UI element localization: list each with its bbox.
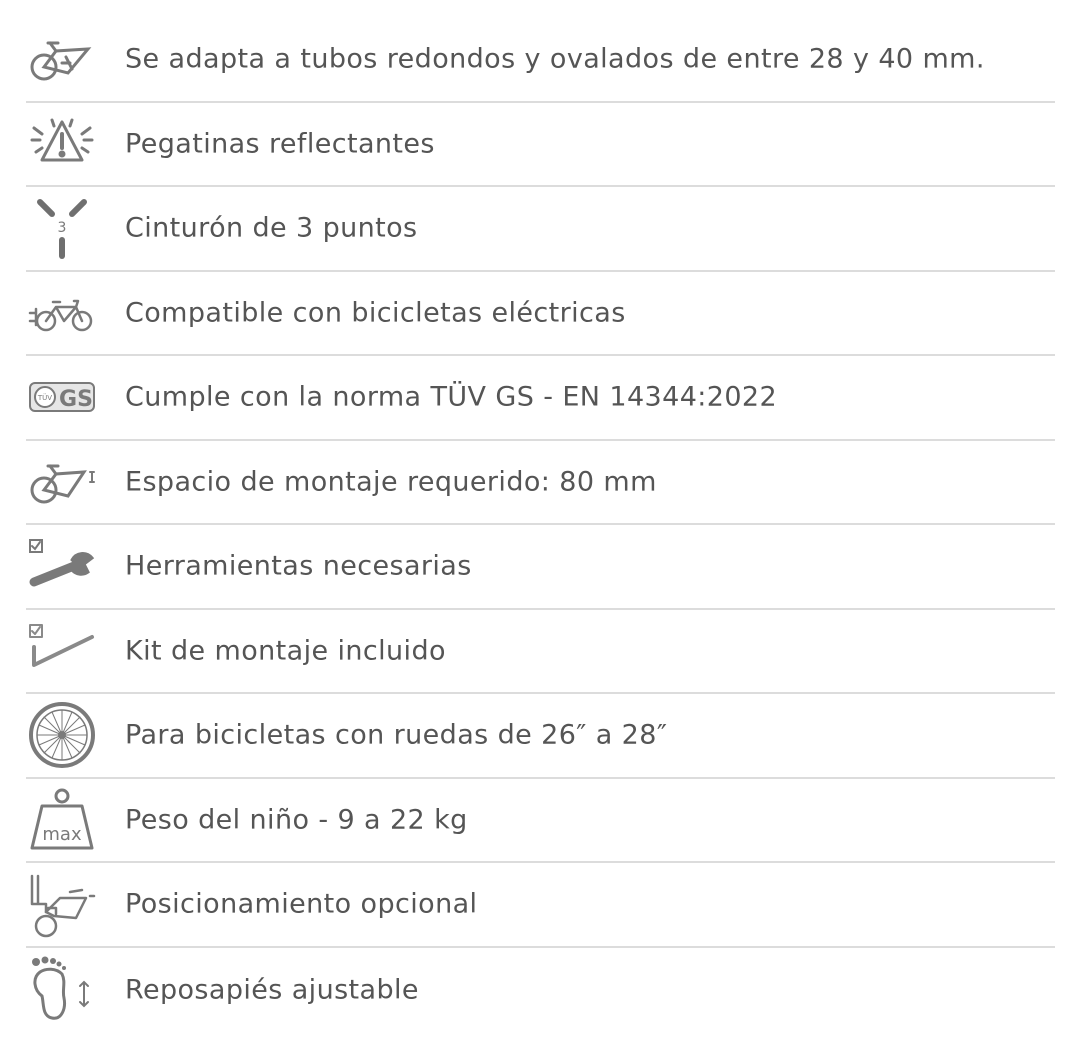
feature-label: Kit de montaje incluido: [125, 635, 446, 667]
feature-label: Se adapta a tubos redondos y ovalados de entre 28 y 40 mm.: [125, 43, 985, 75]
feature-row: [26, 525, 1055, 610]
feature-label: Peso del niño - 9 a 22 kg: [125, 804, 468, 836]
feature-row: [26, 610, 1055, 695]
wheel-icon: [26, 699, 98, 771]
feature-row: [26, 272, 1055, 357]
reflective-warning-icon: [26, 108, 98, 180]
feature-label: Pegatinas reflectantes: [125, 128, 435, 160]
feature-label: Espacio de montaje requerido: 80 mm: [125, 466, 657, 498]
tuv-text: TÜV: [37, 394, 53, 403]
wrench-icon: [26, 530, 98, 602]
feature-row: [26, 356, 1055, 441]
feature-row: [26, 441, 1055, 526]
adjustable-footrest-icon: [26, 954, 98, 1026]
feature-row: [26, 948, 1055, 1033]
three-point-belt-icon: [26, 192, 98, 264]
feature-label: Reposapiés ajustable: [125, 974, 419, 1006]
feature-row: [26, 863, 1055, 948]
feature-row: [26, 779, 1055, 864]
feature-row: [26, 18, 1055, 103]
tuv-gs-mark-icon: [26, 361, 98, 433]
max-text: max: [42, 823, 82, 845]
gs-text: GS: [59, 387, 93, 413]
feature-label: Herramientas necesarias: [125, 550, 472, 582]
bike-mounting-space-icon: [26, 446, 98, 518]
max-weight-icon: [26, 784, 98, 856]
optional-position-icon: [26, 868, 98, 940]
feature-label: Cinturón de 3 puntos: [125, 212, 418, 244]
belt-number: 3: [57, 220, 67, 237]
allen-key-icon: [26, 615, 98, 687]
feature-list: [26, 18, 1055, 1032]
feature-row: [26, 694, 1055, 779]
feature-row: [26, 187, 1055, 272]
feature-label: Posicionamiento opcional: [125, 888, 478, 920]
feature-label: Cumple con la norma TÜV GS - EN 14344:2022: [125, 381, 778, 413]
feature-label: Para bicicletas con ruedas de 26″ a 28″: [125, 719, 668, 751]
bike-frame-tube-icon: [26, 23, 98, 95]
feature-label: Compatible con bicicletas eléctricas: [125, 297, 626, 329]
feature-row: [26, 103, 1055, 188]
ebike-plug-icon: [26, 277, 98, 349]
